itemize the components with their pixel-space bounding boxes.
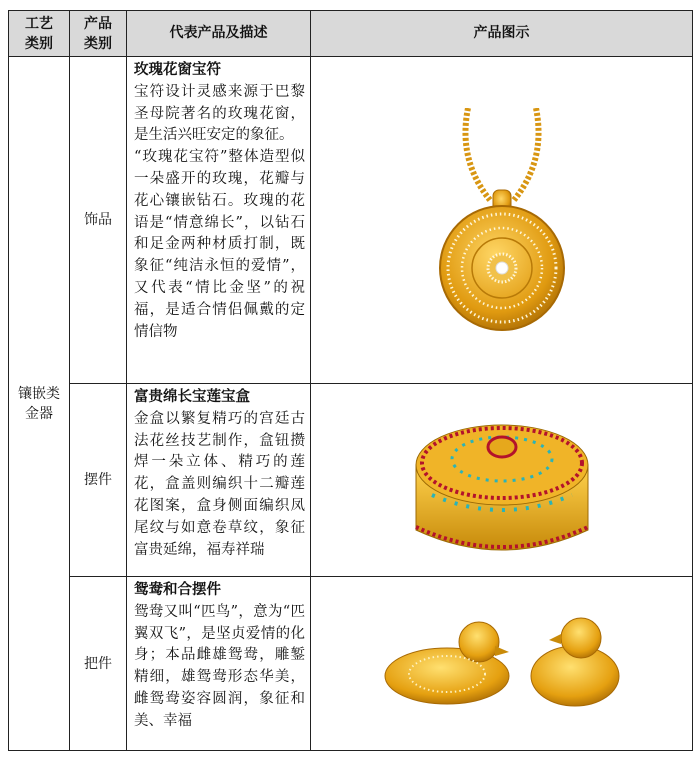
product-category-cell: 把件 bbox=[70, 577, 127, 751]
mandarin-ducks-image bbox=[377, 614, 627, 714]
header-craft-category: 工艺类别 bbox=[9, 11, 70, 57]
description-paragraph: 金盒以繁复精巧的宫廷古法花丝技艺制作，盒钮攒焊一朵立体、精巧的莲花，盒盖则编织十二瓣莲花图案，盒身侧面编织凤尾纹与如意卷草纹，象征富贵延绵，福寿祥瑞 bbox=[134, 410, 305, 558]
rose-window-pendant-image bbox=[432, 108, 572, 333]
table-row bbox=[9, 384, 693, 577]
image-cell bbox=[311, 577, 693, 751]
image-cell bbox=[311, 57, 693, 384]
product-category-cell: 饰品 bbox=[70, 57, 127, 384]
table-header-row bbox=[9, 11, 693, 57]
description-paragraph: “玫瑰花宝符”整体造型似一朵盛开的玫瑰，花瓣与花心镶嵌钻石。玫瑰的花语是“情意绵长”，以钻石和足金两种材质打制，既象征“纯洁永恒的爱情”，又代表“情比金坚”的祝福，是适合情侣佩戴的定情信物 bbox=[134, 149, 305, 340]
header-image: 产品图示 bbox=[311, 11, 693, 57]
description-cell bbox=[127, 57, 311, 384]
header-product-category: 产品类别 bbox=[70, 11, 127, 57]
table-row bbox=[9, 577, 693, 751]
description-cell bbox=[127, 577, 311, 751]
description-cell bbox=[127, 384, 311, 577]
product-title: 玫瑰花窗宝符 bbox=[134, 62, 221, 78]
header-description: 代表产品及描述 bbox=[127, 11, 311, 57]
lotus-jewelry-box-image bbox=[402, 395, 602, 565]
craft-category-cell: 镶嵌类金器 bbox=[9, 57, 70, 751]
image-cell bbox=[311, 384, 693, 577]
product-title: 富贵绵长宝莲宝盒 bbox=[134, 389, 250, 405]
description-paragraph: 宝符设计灵感来源于巴黎圣母院著名的玫瑰花窗，是生活兴旺安定的象征。 bbox=[134, 83, 305, 144]
product-category-cell: 摆件 bbox=[70, 384, 127, 577]
description-paragraph: 鸳鸯又叫“匹鸟”，意为“匹翼双飞”，是坚贞爱情的化身；本品雌雄鸳鸯，雕錾精细，雄鸳鸯形态华美，雌鸳鸯姿容圆润，象征和美、幸福 bbox=[134, 603, 305, 729]
product-table bbox=[8, 10, 693, 751]
table-row bbox=[9, 57, 693, 384]
product-title: 鸳鸯和合摆件 bbox=[134, 582, 221, 598]
